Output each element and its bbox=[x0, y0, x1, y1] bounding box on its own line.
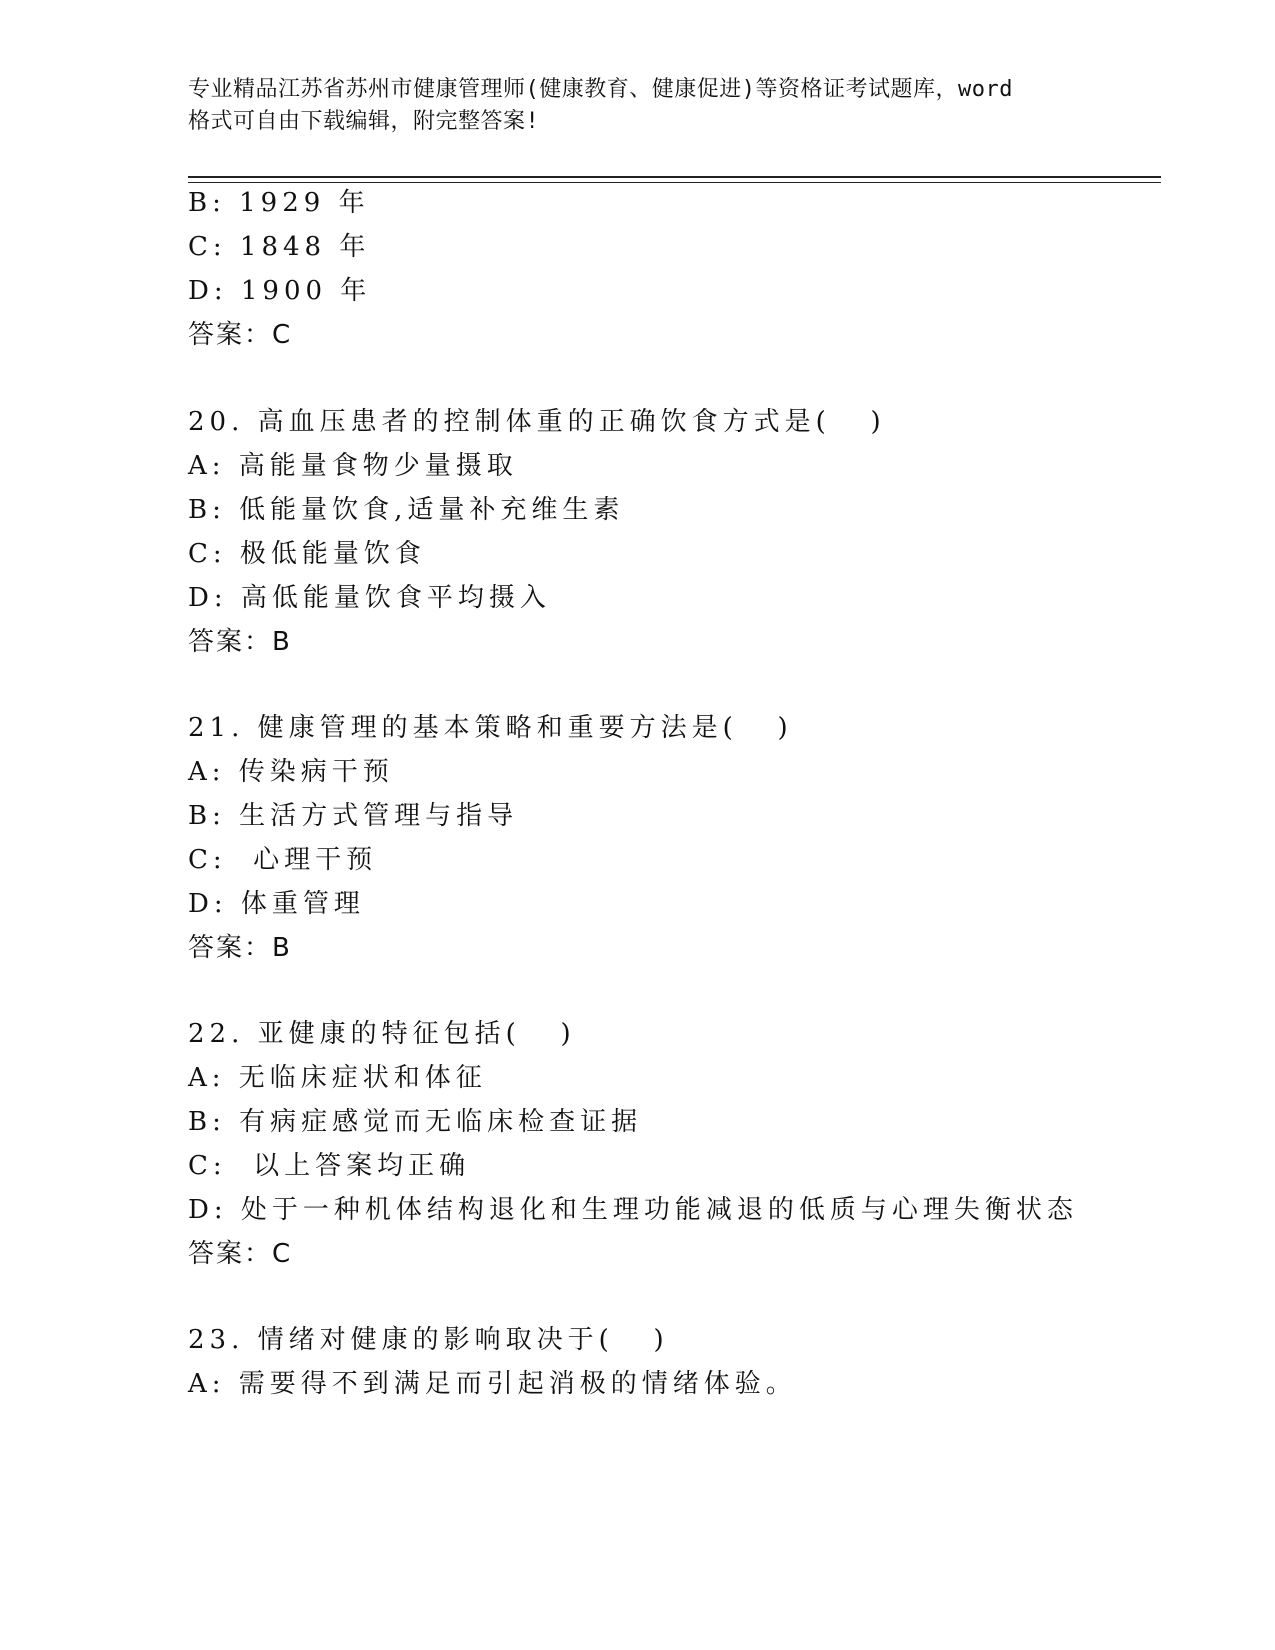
q21-option-a: A: 传染病干预 bbox=[188, 757, 394, 787]
q23-option-a: A: 需要得不到满足而引起消极的情绪体验。 bbox=[188, 1369, 797, 1399]
q21-option-d: D: 体重管理 bbox=[188, 889, 365, 919]
q20-option-b: B: 低能量饮食,适量补充维生素 bbox=[188, 495, 625, 525]
q22-option-c: C: 以上答案均正确 bbox=[188, 1151, 471, 1181]
q22-option-d: D: 处于一种机体结构退化和生理功能减退的低质与心理失衡状态 bbox=[188, 1195, 1078, 1225]
q20-option-d: D: 高低能量饮食平均摄入 bbox=[188, 583, 551, 613]
q22-question: 22. 亚健康的特征包括( ) bbox=[188, 1019, 576, 1049]
header-line-2: 格式可自由下载编辑，附完整答案! bbox=[188, 109, 540, 134]
q21-question: 21. 健康管理的基本策略和重要方法是( ) bbox=[188, 713, 793, 743]
q23-question: 23. 情绪对健康的影响取决于( ) bbox=[188, 1325, 669, 1355]
header-divider-thick bbox=[188, 176, 1161, 178]
q21-option-b: B: 生活方式管理与指导 bbox=[188, 801, 519, 831]
header-divider-thin bbox=[188, 182, 1161, 183]
q20-answer: 答案：B bbox=[188, 627, 292, 657]
q19-option-c: C: 1848 年 bbox=[188, 232, 371, 262]
document-header bbox=[188, 74, 1088, 138]
q22-option-a: A: 无临床症状和体征 bbox=[188, 1063, 487, 1093]
q19-option-d: D: 1900 年 bbox=[188, 276, 372, 306]
q21-answer: 答案：B bbox=[188, 933, 292, 963]
q21-option-c: C: 心理干预 bbox=[188, 845, 378, 875]
header-line-1: 专业精品江苏省苏州市健康管理师(健康教育、健康促进)等资格证考试题库，word bbox=[188, 77, 1013, 102]
q22-option-b: B: 有病症感觉而无临床检查证据 bbox=[188, 1107, 643, 1137]
q20-option-c: C: 极低能量饮食 bbox=[188, 539, 426, 569]
q19-option-b: B: 1929 年 bbox=[188, 188, 370, 218]
q22-answer: 答案：C bbox=[188, 1239, 293, 1269]
q20-option-a: A: 高能量食物少量摄取 bbox=[188, 451, 518, 481]
q19-answer: 答案：C bbox=[188, 320, 293, 350]
q20-question: 20. 高血压患者的控制体重的正确饮食方式是( ) bbox=[188, 407, 886, 437]
